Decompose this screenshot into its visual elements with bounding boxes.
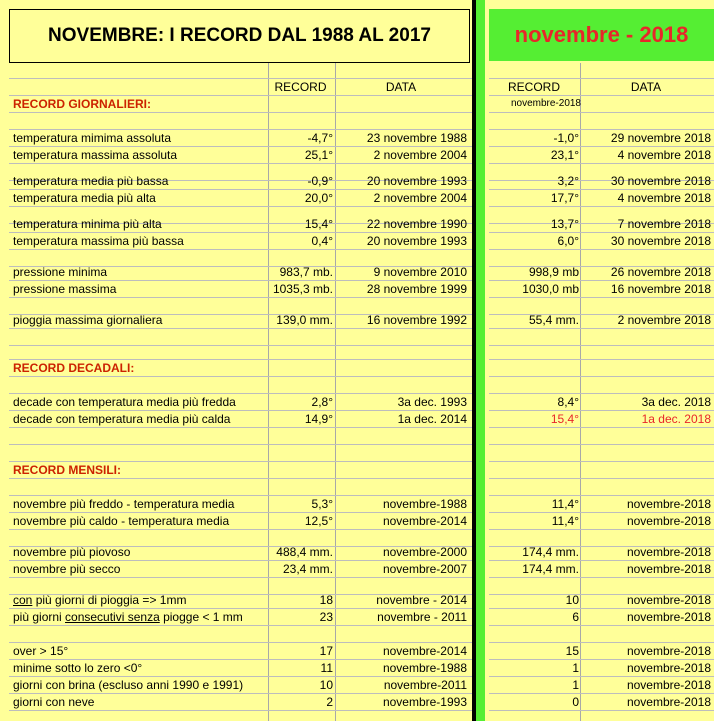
record-value: 0,4°: [311, 234, 333, 248]
record-date: 20 novembre 1993: [366, 234, 467, 248]
record-date: 2 novembre 2004: [373, 191, 467, 205]
record-value: 139,0 mm.: [276, 313, 333, 327]
record-value: -0,9°: [307, 174, 333, 188]
table-row: [489, 445, 714, 462]
record-value: 488,4 mm.: [276, 545, 333, 559]
table-row: [489, 79, 714, 96]
current-value: 11,4°: [551, 514, 579, 528]
current-value: 0: [572, 695, 579, 709]
record-value: 11: [320, 661, 333, 675]
record-date: novembre-1988: [382, 497, 467, 511]
current-date: 26 novembre 2018: [610, 265, 711, 279]
record-date: novembre-1993: [382, 695, 467, 709]
row-label: decade con temperatura media più fredda: [13, 395, 236, 409]
table-row: [489, 173, 714, 190]
record-value: 2: [326, 695, 333, 709]
month-title: novembre - 2018: [489, 9, 714, 61]
record-value: -4,7°: [307, 131, 333, 145]
row-label: temperatura media più alta: [13, 191, 156, 205]
record-date: novembre-2007: [382, 562, 467, 576]
table-row: [9, 377, 472, 394]
table-row: [489, 462, 714, 479]
current-value: 6: [572, 610, 579, 624]
table-row: [489, 113, 714, 130]
table-row: [9, 643, 472, 660]
table-row: [489, 281, 714, 298]
table-row: [9, 592, 472, 609]
current-value: 23,1°: [550, 148, 579, 162]
current-date: novembre-2018: [626, 661, 711, 675]
table-row: [489, 147, 714, 164]
row-label: temperatura mimima assoluta: [13, 131, 172, 145]
current-value: 1: [572, 661, 579, 675]
record-date: 16 novembre 1992: [366, 313, 467, 327]
section-heading: RECORD MENSILI:: [13, 463, 121, 477]
record-date: novembre - 2014: [376, 593, 467, 607]
record-date: novembre-1988: [382, 661, 467, 675]
record-date: novembre-2014: [382, 514, 467, 528]
table-row: [489, 62, 714, 79]
record-date: 1a dec. 2014: [397, 412, 467, 426]
table-row: [489, 130, 714, 147]
row-label: pressione minima: [13, 265, 108, 279]
table-row: [9, 264, 472, 281]
current-date: novembre-2018: [626, 593, 711, 607]
record-value: 12,5°: [304, 514, 333, 528]
row-label: minime sotto lo zero <0°: [13, 661, 143, 675]
table-row: [489, 377, 714, 394]
month-label: novembre-2018: [510, 98, 581, 109]
record-date: 9 novembre 2010: [373, 265, 467, 279]
table-row: [9, 677, 472, 694]
row-label: pressione massima: [13, 282, 117, 296]
record-value: 23,4 mm.: [282, 562, 333, 576]
record-value: 14,9°: [304, 412, 333, 426]
table-row: [489, 660, 714, 677]
record-date: novembre - 2011: [377, 610, 467, 624]
table-row: [9, 394, 472, 411]
record-value: 5,3°: [311, 497, 333, 511]
table-row: [9, 62, 472, 79]
current-value: 174,4 mm.: [522, 545, 579, 559]
row-label: temperatura massima assoluta: [13, 148, 178, 162]
current-value: 6,0°: [557, 234, 579, 248]
table-row: [9, 479, 472, 496]
table-row: [9, 694, 472, 711]
table-row: [9, 609, 472, 626]
current-value: 174,4 mm.: [522, 562, 579, 576]
record-date: 3a dec. 1993: [397, 395, 467, 409]
table-row: [489, 216, 714, 233]
current-date: novembre-2018: [626, 562, 711, 576]
current-date: novembre-2018: [626, 678, 711, 692]
current-date: novembre-2018: [626, 695, 711, 709]
row-label: temperatura minima più alta: [13, 217, 162, 231]
table-row: [489, 592, 714, 609]
page-title: NOVEMBRE: I RECORD DAL 1988 AL 2017: [9, 9, 470, 63]
record-value: 983,7 mb.: [279, 265, 333, 279]
table-row: [9, 130, 472, 147]
table-row: [489, 312, 714, 329]
record-value: 23: [319, 610, 333, 624]
table-row: [489, 343, 714, 360]
table-row: [9, 445, 472, 462]
table-row: [489, 561, 714, 578]
section-heading: RECORD DECADALI:: [13, 361, 135, 375]
row-label: novembre più piovoso: [13, 545, 131, 559]
record-date: 2 novembre 2004: [373, 148, 467, 162]
record-date: novembre-2000: [382, 545, 467, 559]
row-label: temperatura massima più bassa: [13, 234, 184, 248]
current-date: novembre-2018: [626, 610, 711, 624]
row-label: novembre più secco: [13, 562, 121, 576]
current-value: 13,7°: [550, 217, 579, 231]
record-header: RECORD: [274, 80, 327, 94]
table-row: [9, 496, 472, 513]
row-label: [13, 592, 268, 608]
date-header: DATA: [385, 80, 417, 94]
current-date: 2 novembre 2018: [617, 313, 711, 327]
table-row: [489, 626, 714, 643]
column-gap: [476, 0, 485, 721]
table-row: [9, 79, 472, 96]
current-value: 17,7°: [550, 191, 579, 205]
current-date: 29 novembre 2018: [610, 131, 711, 145]
record-date: 22 novembre 1990: [366, 217, 467, 231]
record-value: 17: [319, 644, 333, 658]
table-row: [9, 96, 472, 113]
row-label: temperatura media più bassa: [13, 174, 169, 188]
record-value: 1035,3 mb.: [272, 282, 333, 296]
table-row: [9, 343, 472, 360]
current-date: novembre-2018: [626, 545, 711, 559]
section-heading: RECORD GIORNALIERI:: [13, 97, 151, 111]
table-row: [9, 660, 472, 677]
table-row: [9, 360, 472, 377]
table-row: [9, 281, 472, 298]
current-date: novembre-2018: [626, 514, 711, 528]
record-value: 18: [319, 593, 333, 607]
table-row: [489, 643, 714, 660]
row-label: giorni con brina (escluso anni 1990 e 1991): [13, 678, 244, 692]
table-row: [9, 411, 472, 428]
table-row: [489, 496, 714, 513]
table-row: [9, 626, 472, 643]
row-label: giorni con neve: [13, 695, 95, 709]
table-row: [9, 113, 472, 130]
row-label: decade con temperatura media più calda: [13, 412, 231, 426]
current-date: 30 novembre 2018: [610, 174, 711, 188]
label-part: con: [13, 593, 33, 607]
current-value: 55,4 mm.: [528, 313, 579, 327]
current-date: 3a dec. 2018: [641, 395, 711, 409]
current-value: 998,9 mb: [528, 265, 579, 279]
table-row: [489, 479, 714, 496]
table-row: [489, 233, 714, 250]
label-part: più giorni di pioggia => 1mm: [32, 593, 187, 607]
table-row: [9, 462, 472, 479]
current-value: 1: [572, 678, 579, 692]
record-date: novembre-2014: [382, 644, 467, 658]
table-row: [489, 264, 714, 281]
current-value: 8,4°: [557, 395, 579, 409]
row-label: over > 15°: [13, 644, 69, 658]
table-row: [489, 360, 714, 377]
label-part: piogge < 1 mm: [159, 610, 243, 624]
label-part: più giorni: [13, 610, 66, 624]
record-date: 23 novembre 1988: [366, 131, 467, 145]
row-label: [13, 609, 268, 625]
current-value: 15,4°: [550, 412, 579, 426]
current-value: 3,2°: [557, 174, 579, 188]
row-label: novembre più freddo - temperatura media: [13, 497, 235, 511]
current-value: -1,0°: [553, 131, 579, 145]
current-date: 7 novembre 2018: [617, 217, 711, 231]
table-row: [9, 147, 472, 164]
record-value: 15,4°: [304, 217, 333, 231]
table-row: [489, 428, 714, 445]
current-date: 16 novembre 2018: [610, 282, 711, 296]
right-record-header: RECORD: [507, 80, 560, 94]
current-date: 1a dec. 2018: [641, 412, 711, 426]
current-value: 15: [565, 644, 579, 658]
current-date: 4 novembre 2018: [617, 191, 711, 205]
current-value: 10: [565, 593, 579, 607]
table-row: [489, 544, 714, 561]
record-value: 25,1°: [304, 148, 333, 162]
record-value: 2,8°: [311, 395, 333, 409]
table-row: [489, 96, 714, 113]
table-row: [9, 233, 472, 250]
record-date: 20 novembre 1993: [366, 174, 467, 188]
current-value: 11,4°: [551, 497, 579, 511]
current-date: 30 novembre 2018: [610, 234, 711, 248]
current-date: novembre-2018: [626, 644, 711, 658]
table-row: [489, 513, 714, 530]
table-row: [489, 411, 714, 428]
current-date: novembre-2018: [626, 497, 711, 511]
table-row: [9, 190, 472, 207]
table-row: [9, 513, 472, 530]
table-row: [9, 173, 472, 190]
table-row: [489, 677, 714, 694]
current-date: 4 novembre 2018: [617, 148, 711, 162]
right-date-header: DATA: [630, 80, 662, 94]
record-value: 20,0°: [304, 191, 333, 205]
table-row: [9, 561, 472, 578]
table-row: [9, 428, 472, 445]
table-row: [9, 544, 472, 561]
table-row: [489, 609, 714, 626]
table-row: [9, 216, 472, 233]
table-row: [9, 312, 472, 329]
table-row: [489, 190, 714, 207]
label-part: consecutivi senza: [65, 610, 160, 624]
row-label: novembre più caldo - temperatura media: [13, 514, 230, 528]
record-date: 28 novembre 1999: [366, 282, 467, 296]
current-value: 1030,0 mb: [522, 282, 579, 296]
row-label: pioggia massima giornaliera: [13, 313, 163, 327]
table-row: [489, 394, 714, 411]
record-date: novembre-2011: [383, 678, 467, 692]
table-row: [489, 694, 714, 711]
record-value: 10: [319, 678, 333, 692]
